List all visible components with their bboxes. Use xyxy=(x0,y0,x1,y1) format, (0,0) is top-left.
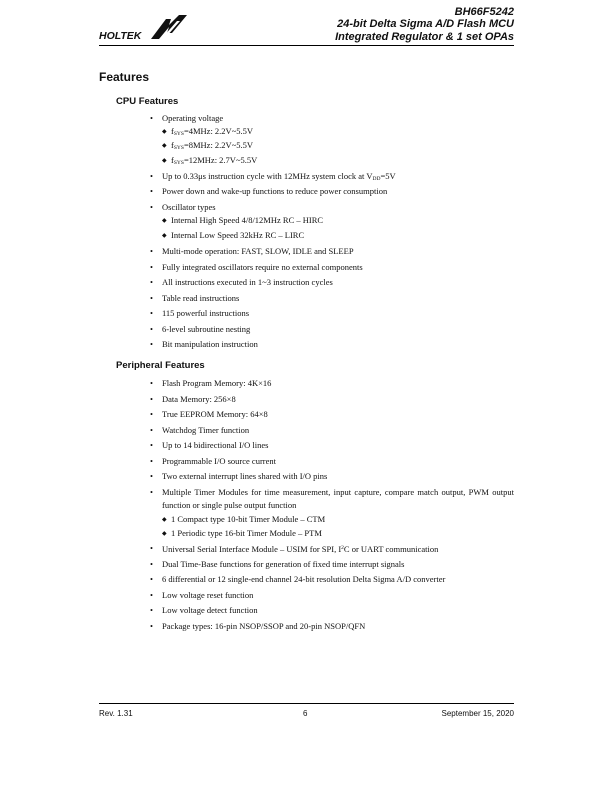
revision: Rev. 1.31 xyxy=(99,709,133,718)
feature-oscillator-types: • Oscillator types xyxy=(150,202,216,212)
features-heading: Features xyxy=(99,70,150,84)
cpu-feature-item: • 115 powerful instructions xyxy=(150,308,250,318)
timer-item: ◆ 1 Periodic type 16-bit Timer Module – PTM xyxy=(162,528,322,538)
header-rule xyxy=(99,45,514,46)
oscillator-item: ◆ Internal Low Speed 32kHz RC – LIRC xyxy=(162,230,305,240)
feature-instruction-cycle: • Up to 0.33μs instruction cycle with 12MHz system clock at $V_{DD}=5V$ xyxy=(150,171,396,182)
release-date: September 15, 2020 xyxy=(441,709,514,718)
peripheral-feature-item: • Flash Program Memory: 4K×16 xyxy=(150,378,272,388)
voltage-item: ◆ $f_{SYS}=8MHz$: 2.2V~5.5V xyxy=(162,140,254,151)
cpu-feature-item: • Multi-mode operation: FAST, SLOW, IDLE and SLEEP xyxy=(150,246,354,256)
voltage-item: ◆ $f_{SYS}=12MHz$: 2.7V~5.5V xyxy=(162,155,258,166)
peripheral-feature-item: • Programmable I/O source current xyxy=(150,456,276,466)
feature-power-down: • Power down and wake-up functions to reduce power consumption xyxy=(150,186,388,196)
peripheral-feature-item: • Low voltage reset function xyxy=(150,590,254,600)
peripheral-feature-item: • Watchdog Timer function xyxy=(150,425,250,435)
peripheral-feature-item: • Package types: 16-pin NSOP/SSOP and 20-pin NSOP/QFN xyxy=(150,621,366,631)
holtek-logo-mark xyxy=(151,15,187,39)
feature-operating-voltage: • Operating voltage xyxy=(150,113,224,123)
peripheral-feature-item: • Two external interrupt lines shared with I/O pins xyxy=(150,471,328,481)
peripheral-features-heading: Peripheral Features xyxy=(116,360,205,371)
peripheral-feature-item: • Data Memory: 256×8 xyxy=(150,394,236,404)
voltage-item: ◆ $f_{SYS}=4MHz$: 2.2V~5.5V xyxy=(162,126,254,137)
oscillator-item: ◆ Internal High Speed 4/8/12MHz RC – HIRC xyxy=(162,215,324,225)
feature-usim: • Universal Serial Interface Module – USIM for SPI, $I^2C$ or UART communication xyxy=(150,543,439,554)
peripheral-feature-item: • Dual Time-Base functions for generation of fixed time interrupt signals xyxy=(150,559,405,569)
holtek-logo xyxy=(99,13,189,43)
part-number: BH66F5242 xyxy=(454,6,514,18)
title-line-1: 24-bit Delta Sigma A/D Flash MCU xyxy=(337,18,514,30)
peripheral-feature-item: • Low voltage detect function xyxy=(150,605,258,615)
timer-item: ◆ 1 Compact type 10-bit Timer Module – CTM xyxy=(162,514,326,524)
peripheral-feature-item: • 6 differential or 12 single-end channel 24-bit resolution Delta Sigma A/D converter xyxy=(150,574,446,584)
cpu-features-heading: CPU Features xyxy=(116,96,179,107)
cpu-feature-item: • Bit manipulation instruction xyxy=(150,339,258,349)
holtek-logo-text: HOLTEK xyxy=(99,30,142,42)
peripheral-feature-item: • True EEPROM Memory: 64×8 xyxy=(150,409,268,419)
footer-rule xyxy=(99,703,514,704)
cpu-feature-item: • All instructions executed in 1~3 instruction cycles xyxy=(150,277,333,287)
peripheral-feature-item: • Up to 14 bidirectional I/O lines xyxy=(150,440,269,450)
page-number: 6 xyxy=(303,709,308,718)
cpu-feature-item: • Fully integrated oscillators require no external components xyxy=(150,262,363,272)
cpu-feature-item: • 6-level subroutine nesting xyxy=(150,324,251,334)
title-line-2: Integrated Regulator & 1 set OPAs xyxy=(335,31,514,43)
feature-timer-modules: • Multiple Timer Modules for time measurement, input capture, compare match output, PWM output function or single pulse output function xyxy=(150,487,514,510)
cpu-feature-item: • Table read instructions xyxy=(150,293,240,303)
